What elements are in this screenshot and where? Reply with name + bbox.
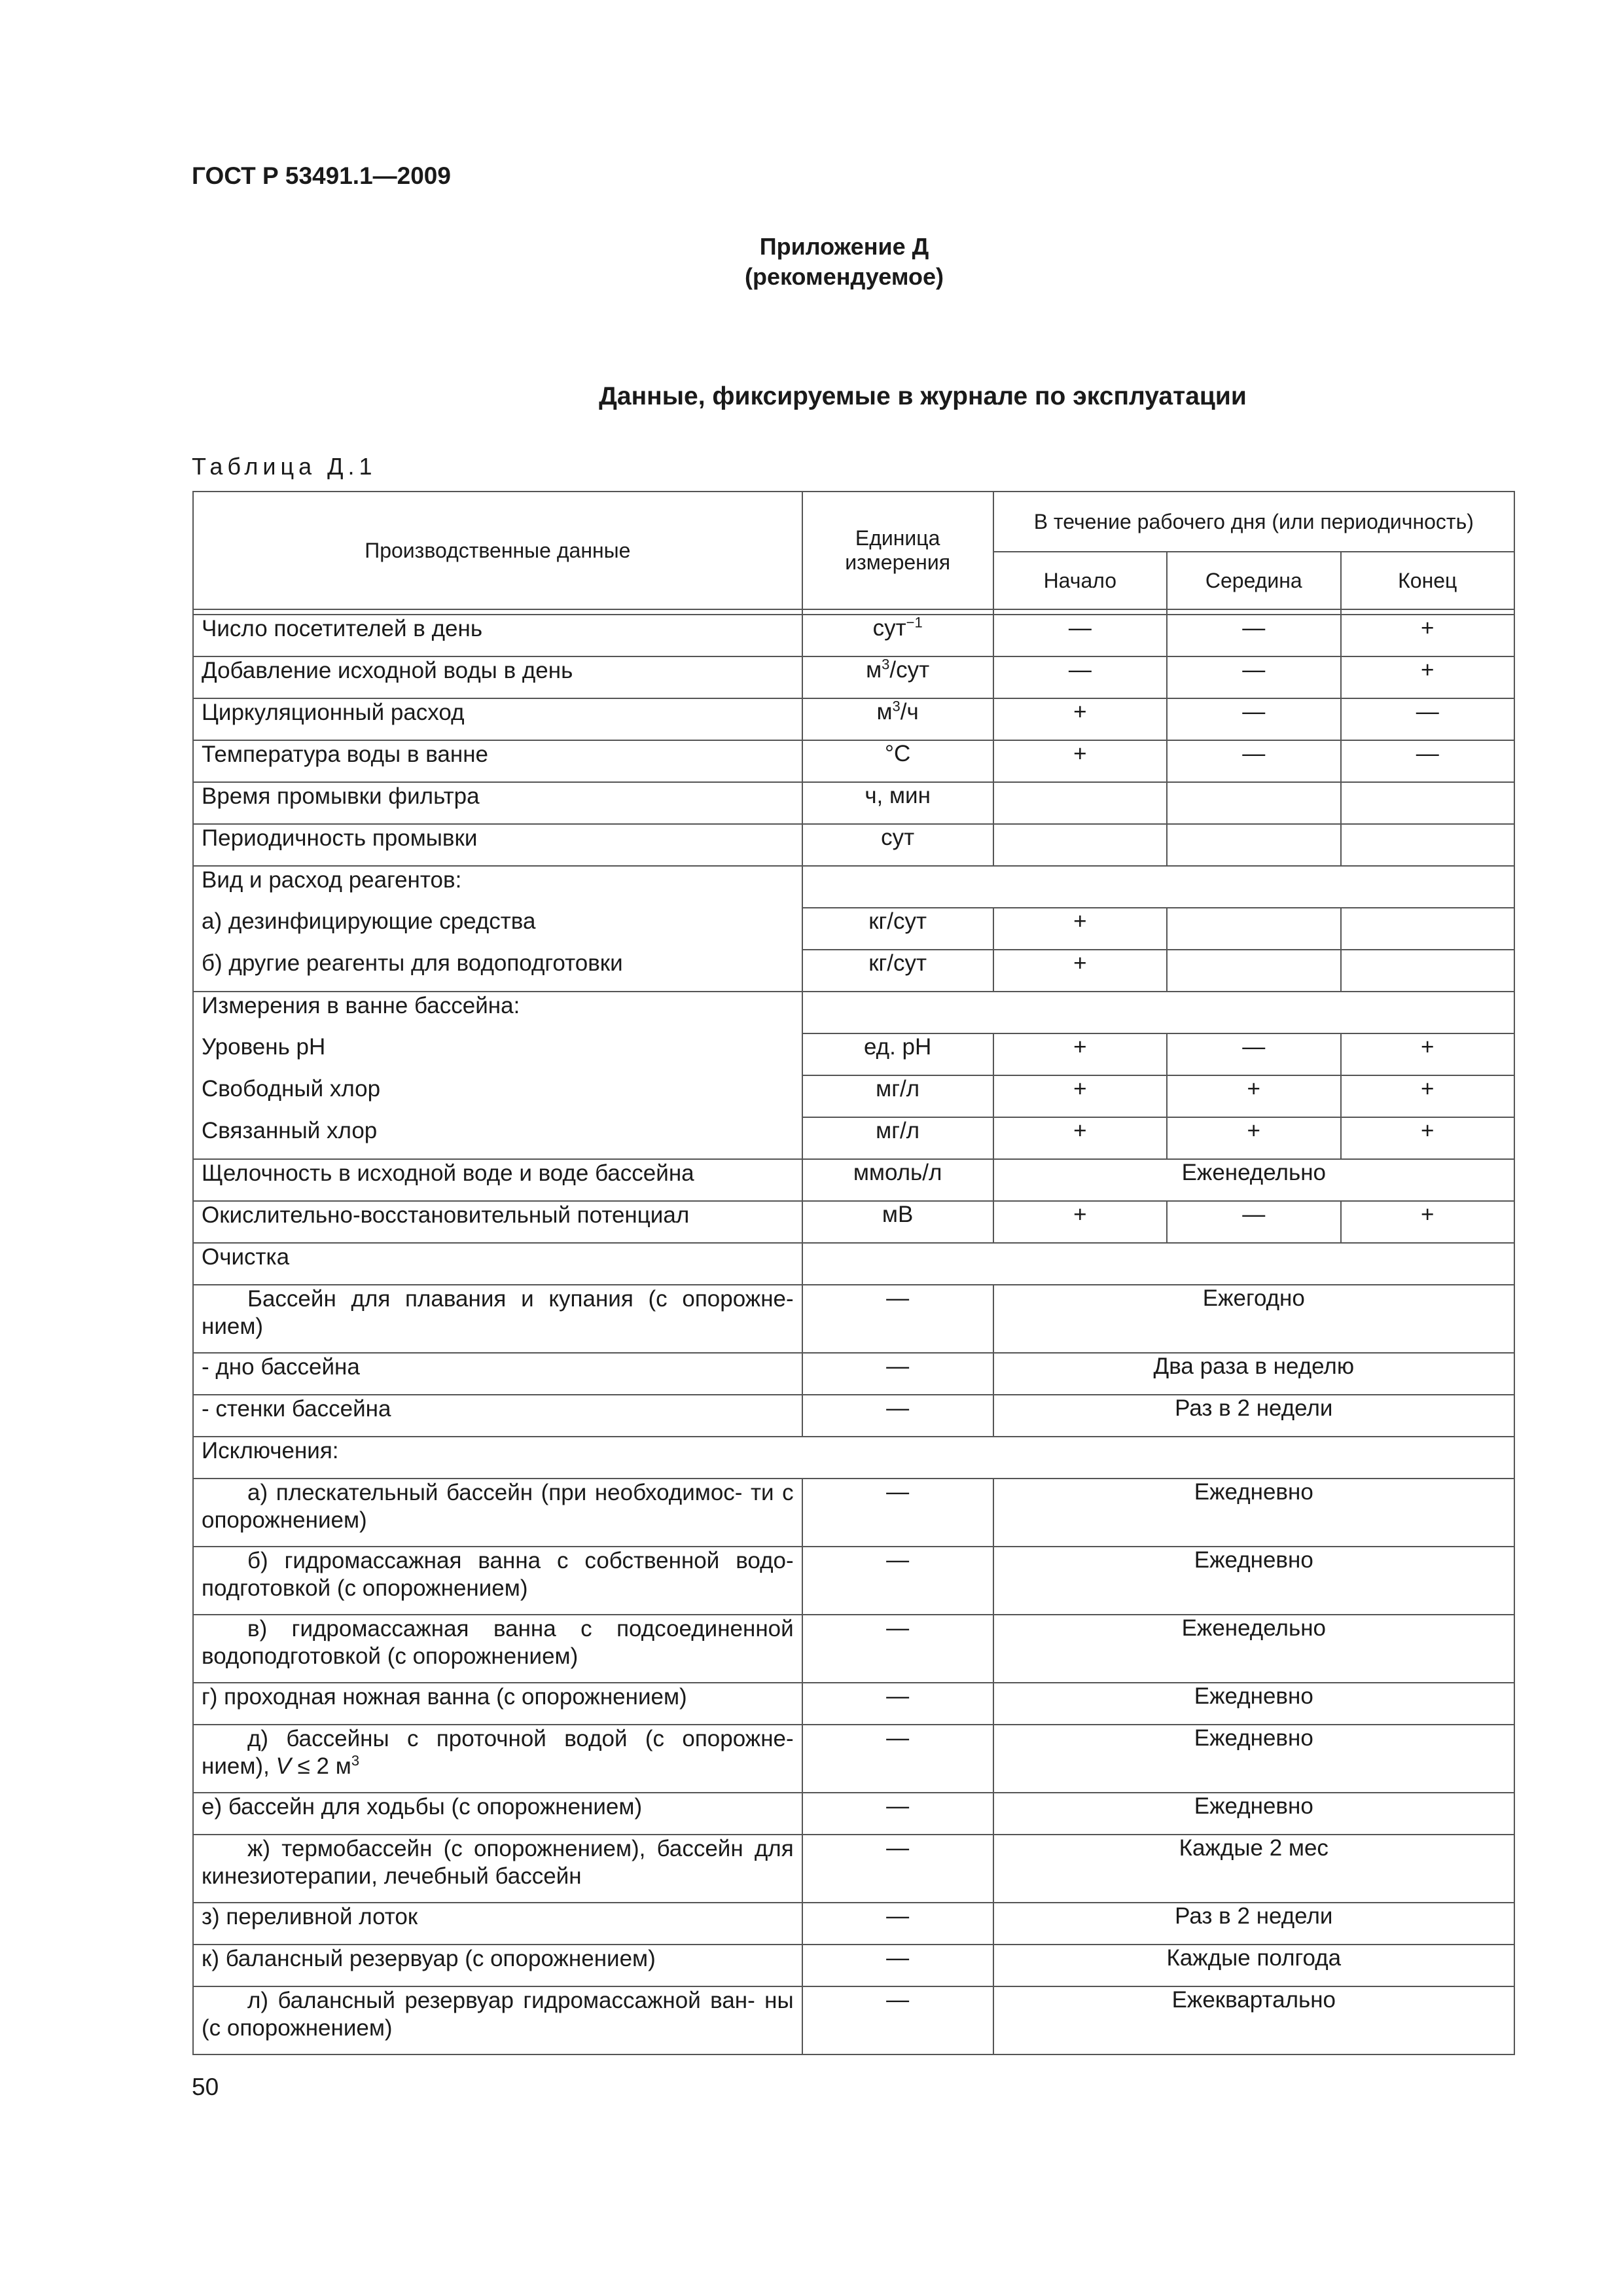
row-label: з) переливной лоток — [193, 1903, 802, 1945]
row-end — [1341, 908, 1514, 950]
row-label: Щелочность в исходной воде и воде бассейна — [193, 1159, 802, 1201]
row-label: Циркуляционный расход — [193, 698, 802, 740]
table-row — [193, 1683, 1514, 1725]
row-empty — [802, 866, 1514, 908]
row-end — [1341, 782, 1514, 824]
row-period: Ежеквартально — [993, 1986, 1514, 2054]
row-unit: — — [802, 1835, 993, 1903]
table-row — [193, 1201, 1514, 1243]
table-row — [193, 908, 1514, 950]
table-row — [193, 1159, 1514, 1201]
table-row — [193, 1903, 1514, 1945]
header-unit: Единица измерения — [802, 492, 993, 609]
row-label: Время промывки фильтра — [193, 782, 802, 824]
header-working-day: В течение рабочего дня (или периодичность) — [993, 492, 1514, 552]
header-start: Начало — [993, 552, 1167, 609]
row-middle: — — [1167, 615, 1340, 656]
row-end: + — [1341, 1117, 1514, 1159]
section-title: Данные, фиксируемые в журнале по эксплуатации — [599, 382, 1247, 410]
table-row — [193, 740, 1514, 782]
row-unit: — — [802, 1986, 993, 2054]
table-row — [193, 782, 1514, 824]
row-empty — [802, 1243, 1514, 1285]
table-group-row — [193, 992, 1514, 1033]
row-start: + — [993, 1117, 1167, 1159]
row-period: Ежедневно — [993, 1547, 1514, 1615]
row-period: Ежедневно — [993, 1683, 1514, 1725]
row-end: — — [1341, 740, 1514, 782]
row-label: ж) термобассейн (с опорожнением), бассейн для кинезиотерапии, лечебный бассейн — [193, 1835, 802, 1903]
row-label: б) гидромассажная ванна с собственной водо- подготовкой (с опорожнением) — [193, 1547, 802, 1615]
row-unit: — — [802, 1903, 993, 1945]
row-period: Два раза в неделю — [993, 1353, 1514, 1395]
row-unit: мВ — [802, 1201, 993, 1243]
table-row — [193, 1945, 1514, 1986]
table-row — [193, 1395, 1514, 1437]
table-row — [193, 656, 1514, 698]
table-row — [193, 1033, 1514, 1075]
annex-status: (рекомендуемое) — [745, 263, 944, 290]
table-group-row — [193, 866, 1514, 908]
row-start — [993, 782, 1167, 824]
row-middle: — — [1167, 698, 1340, 740]
row-end: — — [1341, 698, 1514, 740]
row-unit: — — [802, 1547, 993, 1615]
row-period: Ежедневно — [993, 1479, 1514, 1547]
row-unit: — — [802, 1683, 993, 1725]
row-unit: сут$^{-1}$ — [802, 615, 993, 656]
row-label: Измерения в ванне бассейна: — [193, 992, 802, 1033]
table-row — [193, 1547, 1514, 1615]
row-end: + — [1341, 1033, 1514, 1075]
table-header-row — [193, 492, 1514, 552]
table-row — [193, 1075, 1514, 1117]
row-period: Каждые 2 мес — [993, 1835, 1514, 1903]
row-unit: мг/л — [802, 1075, 993, 1117]
table-row — [193, 698, 1514, 740]
row-unit: °С — [802, 740, 993, 782]
table-row — [193, 1479, 1514, 1547]
row-middle: — — [1167, 1201, 1340, 1243]
row-label: а) плескательный бассейн (при необходимос- ти с опорожнением) — [193, 1479, 802, 1547]
row-label: л) балансный резервуар гидромассажной ван- ны (с опорожнением) — [193, 1986, 802, 2054]
row-start: + — [993, 1075, 1167, 1117]
page-number: 50 — [192, 2073, 219, 2100]
row-end: + — [1341, 615, 1514, 656]
row-middle — [1167, 908, 1340, 950]
row-period: Раз в 2 недели — [993, 1395, 1514, 1437]
row-middle — [1167, 824, 1340, 866]
table-row — [193, 1285, 1514, 1353]
row-label: Бассейн для плавания и купания (с опорожне- нием) — [193, 1285, 802, 1353]
row-unit: — — [802, 1479, 993, 1547]
document-code: ГОСТ Р 53491.1—2009 — [192, 162, 451, 189]
journal-data-table — [192, 491, 1515, 2055]
row-start — [993, 824, 1167, 866]
table-group-row — [193, 1243, 1514, 1285]
row-period: Раз в 2 недели — [993, 1903, 1514, 1945]
row-unit: — — [802, 1285, 993, 1353]
header-middle: Середина — [1167, 552, 1340, 609]
row-label: Периодичность промывки — [193, 824, 802, 866]
row-unit: — — [802, 1725, 993, 1793]
row-label: к) балансный резервуар (с опорожнением) — [193, 1945, 802, 1986]
row-middle: — — [1167, 1033, 1340, 1075]
row-label: Вид и расход реагентов: — [193, 866, 802, 908]
row-period: Ежегодно — [993, 1285, 1514, 1353]
row-unit: ед. рН — [802, 1033, 993, 1075]
table-label: Таблица Д.1 — [192, 453, 377, 480]
row-unit: ч, мин — [802, 782, 993, 824]
row-middle: + — [1167, 1075, 1340, 1117]
row-label: е) бассейн для ходьбы (с опорожнением) — [193, 1793, 802, 1835]
row-period: Каждые полгода — [993, 1945, 1514, 1986]
row-unit: мг/л — [802, 1117, 993, 1159]
row-unit: кг/сут — [802, 950, 993, 992]
row-start: + — [993, 1033, 1167, 1075]
table-row — [193, 1353, 1514, 1395]
row-label: Число посетителей в день — [193, 615, 802, 656]
row-label: Связанный хлор — [193, 1117, 802, 1159]
row-middle — [1167, 950, 1340, 992]
row-label: Очистка — [193, 1243, 802, 1285]
row-label: а) дезинфицирующие средства — [193, 908, 802, 950]
row-end — [1341, 824, 1514, 866]
row-label: Уровень рН — [193, 1033, 802, 1075]
row-unit: $м^3/ч$ — [802, 698, 993, 740]
row-unit: кг/сут — [802, 908, 993, 950]
row-unit: сут — [802, 824, 993, 866]
header-production-data: Производственные данные — [193, 492, 802, 609]
table-row — [193, 1793, 1514, 1835]
row-period: Ежедневно — [993, 1793, 1514, 1835]
row-unit: — — [802, 1395, 993, 1437]
row-label: - стенки бассейна — [193, 1395, 802, 1437]
table-row — [193, 1117, 1514, 1159]
row-middle: — — [1167, 656, 1340, 698]
row-label: Добавление исходной воды в день — [193, 656, 802, 698]
row-end: + — [1341, 1201, 1514, 1243]
row-unit: — — [802, 1353, 993, 1395]
row-end — [1341, 950, 1514, 992]
row-start: — — [993, 615, 1167, 656]
row-label: в) гидромассажная ванна с подсоединенной водоподготовкой (с опорожнением) — [193, 1615, 802, 1683]
row-end: + — [1341, 1075, 1514, 1117]
table-row — [193, 950, 1514, 992]
header-separator — [193, 609, 1514, 615]
row-period: Еженедельно — [993, 1615, 1514, 1683]
row-label: б) другие реагенты для водоподготовки — [193, 950, 802, 992]
row-start: + — [993, 1201, 1167, 1243]
annex-heading — [0, 232, 1623, 292]
row-unit: $м^3$/сут — [802, 656, 993, 698]
table-row — [193, 1615, 1514, 1683]
row-label: г) проходная ножная ванна (с опорожнением) — [193, 1683, 802, 1725]
row-label: д) бассейны с проточной водой (с опорожне- нием), V ≤ 2 $м^3$ — [193, 1725, 802, 1793]
row-unit: — — [802, 1945, 993, 1986]
row-label: Температура воды в ванне — [193, 740, 802, 782]
table-row — [193, 1725, 1514, 1793]
row-middle — [1167, 782, 1340, 824]
table-row — [193, 1986, 1514, 2054]
row-empty — [802, 992, 1514, 1033]
annex-title: Приложение Д — [759, 233, 929, 260]
row-start: + — [993, 950, 1167, 992]
row-label: Окислительно-восстановительный потенциал — [193, 1201, 802, 1243]
row-start: — — [993, 656, 1167, 698]
row-period: Ежедневно — [993, 1725, 1514, 1793]
row-unit: ммоль/л — [802, 1159, 993, 1201]
table-row — [193, 824, 1514, 866]
row-period: Еженедельно — [993, 1159, 1514, 1201]
row-middle: + — [1167, 1117, 1340, 1159]
row-start: + — [993, 908, 1167, 950]
row-unit: — — [802, 1793, 993, 1835]
row-start: + — [993, 740, 1167, 782]
row-label: Свободный хлор — [193, 1075, 802, 1117]
table-row — [193, 615, 1514, 656]
table-row — [193, 1835, 1514, 1903]
row-start: + — [993, 698, 1167, 740]
row-label: Исключения: — [193, 1437, 1514, 1479]
row-label: - дно бассейна — [193, 1353, 802, 1395]
header-end: Конец — [1341, 552, 1514, 609]
row-unit: — — [802, 1615, 993, 1683]
row-end: + — [1341, 656, 1514, 698]
table-group-row — [193, 1437, 1514, 1479]
row-middle: — — [1167, 740, 1340, 782]
